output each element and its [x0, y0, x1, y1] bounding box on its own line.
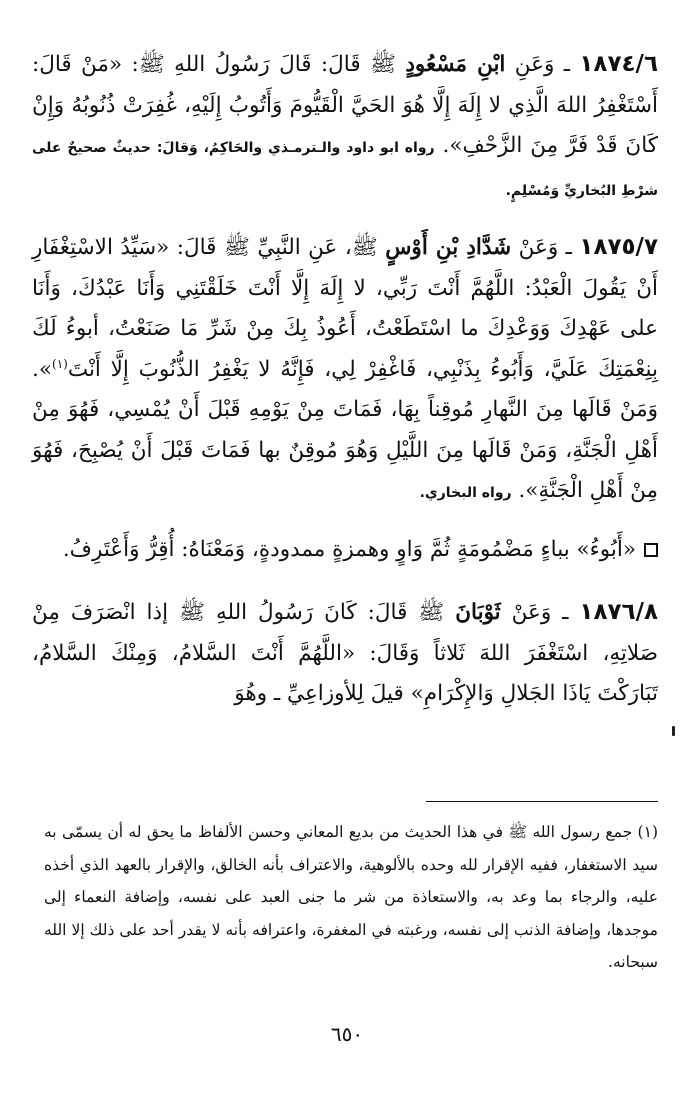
hadith-reference: رواه البخاري. [419, 485, 512, 501]
hadith-intro-after: ﷺ قَالَ: كَانَ رَسُولُ اللهِ ﷺ إذا انْصَرَفَ مِنْ صَلاتِهِ، اسْتَغْفَرَ اللهَ ثَلاثاً وَقَالَ: «اللَّهُمَّ أَنْتَ السَّلامُ، وَمِنْكَ السَّلامُ، تَبَارَكْتَ يَاذَا الجَلالِ وَالإِكْرَامِ» قيلَ لِلأوزاعِيِّ ـ وهُوَ [32, 600, 658, 706]
hadith-text-after: ». وَمَنْ قَالَها مِنَ النَّهارِ مُوقِناً بِهَا، فَمَاتَ مِنْ يَوْمِهِ قَبْلَ أَنْ يُمْسِي، فَهُوَ مِنْ أَهْلِ الْجَنَّةِ، وَمَنْ قَالَها مِنَ اللَّيْلِ وَهُوَ مُوقِنٌ بها فَمَاتَ قَبْلَ أَنْ يُصْبِحَ، فَهُوَ مِنْ أَهْلِ الْجَنَّةِ». [32, 356, 658, 503]
hadith-intro: ـ وَعَنْ [511, 235, 580, 260]
page-number: ٦٥٠ [330, 1022, 364, 1046]
hadith-text: «مَنْ قَالَ: أَسْتَغْفِرُ اللهَ الَّذِي لا إِلَهَ إِلَّا هُوَ الحَيَّ الْقَيُّومَ وَأَتُوبُ إِلَيْهِ، غُفِرَتْ ذُنُوبُهُ وَإِنْ كَانَ قَدْ فَرَّ مِنَ الزَّحْفِ». [32, 52, 659, 158]
hadith-intro-after: ﷺ، عَنِ النَّبِيِّ ﷺ قَالَ: [176, 235, 386, 260]
footnote-divider [426, 801, 658, 802]
hadith-number: ١٨٧٥/٧ [579, 234, 658, 260]
hadith-number: ١٨٧٤/٦ [579, 51, 658, 77]
hadith-number: ١٨٧٦/٨ [579, 599, 659, 625]
hadith-intro: ـ وَعَنِ [505, 52, 580, 77]
hadith-text: «سَيِّدُ الاسْتِغْفَارِ أَنْ يَقُولَ الْعَبْدُ: اللَّهُمَّ أَنْتَ رَبِّي، لا إِلَهَ إِلَّا أَنْتَ خَلَقْتَنِي وَأَنَا عَبْدُكَ، وَأَنَا على عَهْدِكَ وَوَعْدِكَ ما اسْتَطَعْتُ، أَعُوذُ بِكَ مِنْ شَرِّ مَا صَنَعْتُ، أبوءُ لَكَ بِنِعْمَتِكَ عَلَيَّ، وَأَبُوءُ بِذَنْبِي، فَاغْفِرْ لِي، فَإِنَّهُ لا يَغْفِرُ الذُّنُوبَ إِلَّا أَنْتَ [32, 235, 658, 382]
hadith-intro: ـ وَعَنْ [500, 600, 580, 625]
margin-mark [672, 726, 675, 736]
hadith-1875 [32, 227, 658, 514]
narrator-name: ثَوْبَانَ [455, 600, 501, 625]
hadith-intro-after: ﷺ قَالَ: قَالَ رَسُولُ اللهِ ﷺ: [131, 52, 406, 77]
narrator-name: شَدَّادِ بْنِ أَوْسٍ [385, 235, 512, 260]
explanation-note [32, 530, 658, 571]
footnote-reference: (١) [52, 356, 68, 371]
footnote: (١) جمع رسول الله ﷺ في هذا الحديث من بديع المعاني وحسن الألفاظ ما يحق له أن يسمّى به سيد الاستغفار، ففيه الإقرار لله وحده بالألوهية، والاعتراف بأنه الخالق، والإقرار بالعهد الذي أخذه عليه، والرجاء بما وعد به، والاستعاذة من شر ما جنى العبد على نفسه، وإضافة النعماء إلى موجدها، وإضافة الذنب إلى نفسه، ورغبته في المغفرة، واعترافه بأنه لا يقدر أحد على ذلك إلا الله سبحانه. [44, 823, 658, 971]
square-bullet-icon [644, 543, 658, 557]
hadith-1874 [32, 44, 658, 211]
hadith-1876 [32, 592, 658, 715]
explanation-text: «أَبُوءُ» بباءٍ مَضْمُومَةٍ ثُمَّ وَاوٍ وهمزةٍ ممدودةٍ، وَمَعْنَاهُ: أُقِرُّ وَأَعْتَرِفُ. [62, 536, 636, 562]
main-text [32, 44, 658, 715]
narrator-name: ابْنِ مَسْعُودٍ [405, 52, 506, 77]
hadith-reference: رواه ابو داود والـترمـذي والحَاكِمُ، وَقالَ: حديثٌ صحيحٌ على شرْطِ البُخاريِّ وَمُسْلِمٍ. [32, 140, 658, 199]
